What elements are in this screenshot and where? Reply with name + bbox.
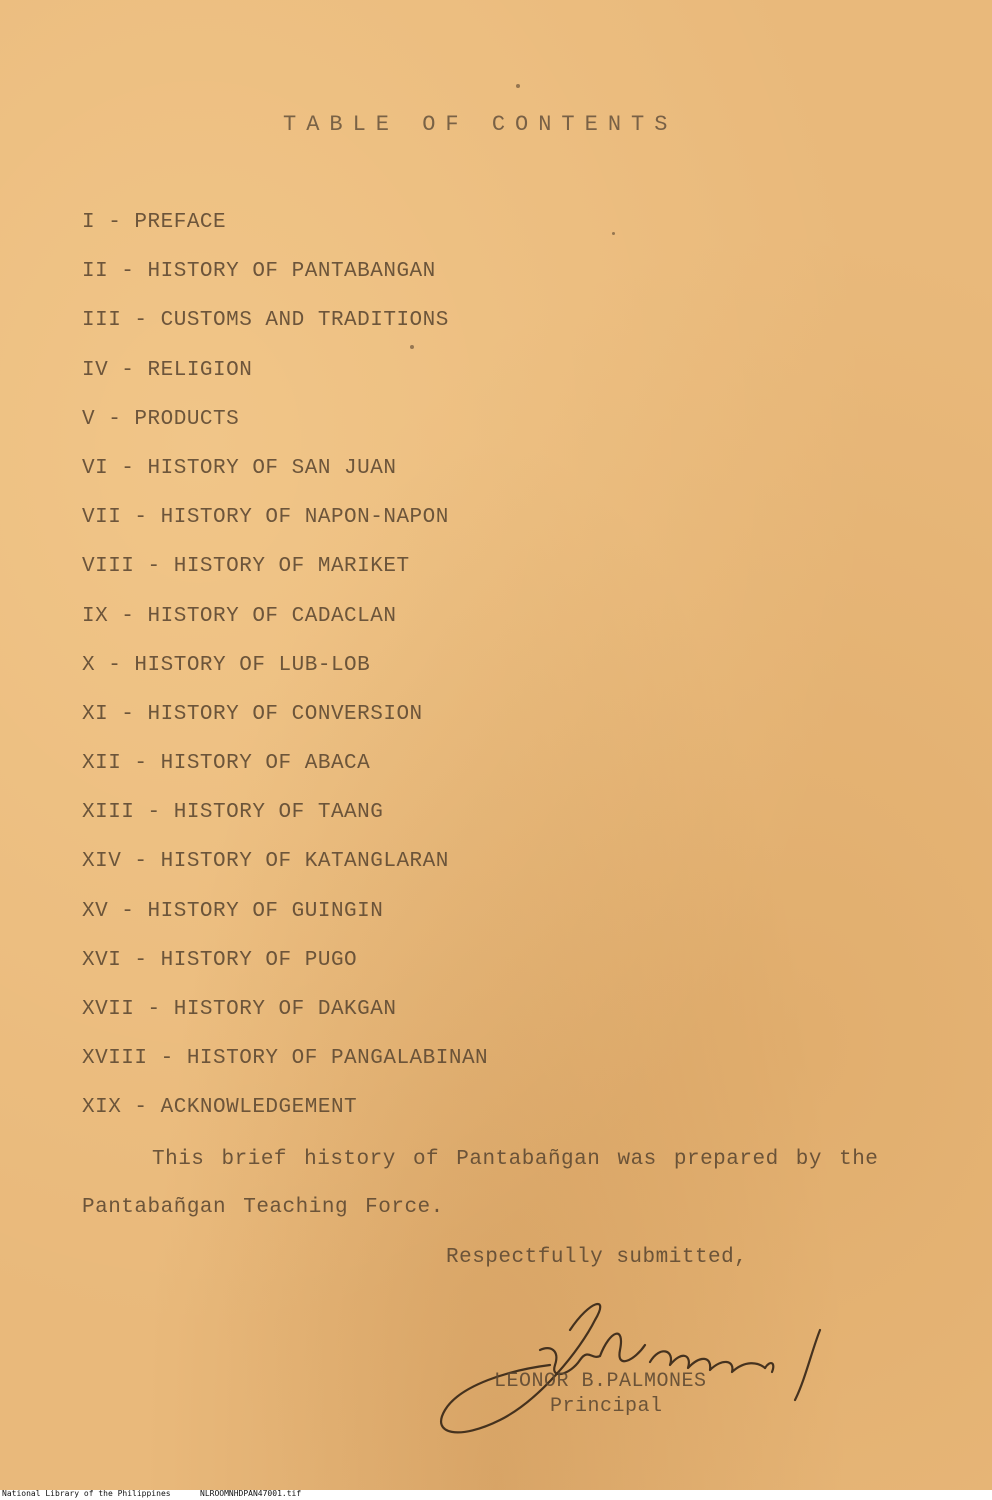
- preparation-note-line-1: This brief history of Pantabañgan was prepared by the: [152, 1148, 879, 1171]
- toc-item: XVI - HISTORY OF PUGO: [82, 948, 358, 972]
- table-of-contents: [82, 206, 488, 1141]
- page-title: TABLE OF CONTENTS: [283, 112, 678, 137]
- toc-item: VIII - HISTORY OF MARIKET: [82, 555, 410, 579]
- closing-salutation: Respectfully submitted,: [446, 1246, 748, 1269]
- footer-library-label: National Library of the Philippines: [2, 1489, 171, 1498]
- toc-item: I - PREFACE: [82, 211, 227, 234]
- toc-item: XII - HISTORY OF ABACA: [82, 752, 371, 776]
- scan-footer: [0, 1490, 992, 1500]
- toc-item: VI - HISTORY OF SAN JUAN: [82, 456, 397, 480]
- toc-item: XVIII - HISTORY OF PANGALABINAN: [82, 1047, 489, 1071]
- toc-item: III - CUSTOMS AND TRADITIONS: [82, 309, 449, 333]
- toc-item: XIV - HISTORY OF KATANGLARAN: [82, 850, 449, 874]
- toc-item: II - HISTORY OF PANTABANGAN: [82, 260, 436, 284]
- toc-item: XVII - HISTORY OF DAKGAN: [82, 998, 397, 1021]
- ink-speck: [612, 232, 615, 235]
- toc-item: XIX - ACKNOWLEDGEMENT: [82, 1096, 358, 1120]
- toc-item: X - HISTORY OF LUB-LOB: [82, 653, 371, 677]
- toc-item: XI - HISTORY OF CONVERSION: [82, 702, 423, 726]
- toc-item: IV - RELIGION: [82, 358, 253, 382]
- signer-name: LEONOR B.PALMONES: [494, 1370, 707, 1393]
- ink-speck: [516, 84, 520, 88]
- toc-item: XIII - HISTORY OF TAANG: [82, 801, 384, 825]
- toc-item: V - PRODUCTS: [82, 407, 240, 431]
- ink-speck: [410, 345, 414, 349]
- toc-item: IX - HISTORY OF CADACLAN: [82, 604, 397, 628]
- footer-filename: NLROOMNHDPAN47001.tif: [200, 1489, 302, 1498]
- signer-title: Principal: [550, 1395, 663, 1418]
- preparation-note-line-2: Pantabañgan Teaching Force.: [82, 1196, 444, 1219]
- toc-item: VII - HISTORY OF NAPON-NAPON: [82, 506, 449, 530]
- toc-item: XV - HISTORY OF GUINGIN: [82, 899, 384, 923]
